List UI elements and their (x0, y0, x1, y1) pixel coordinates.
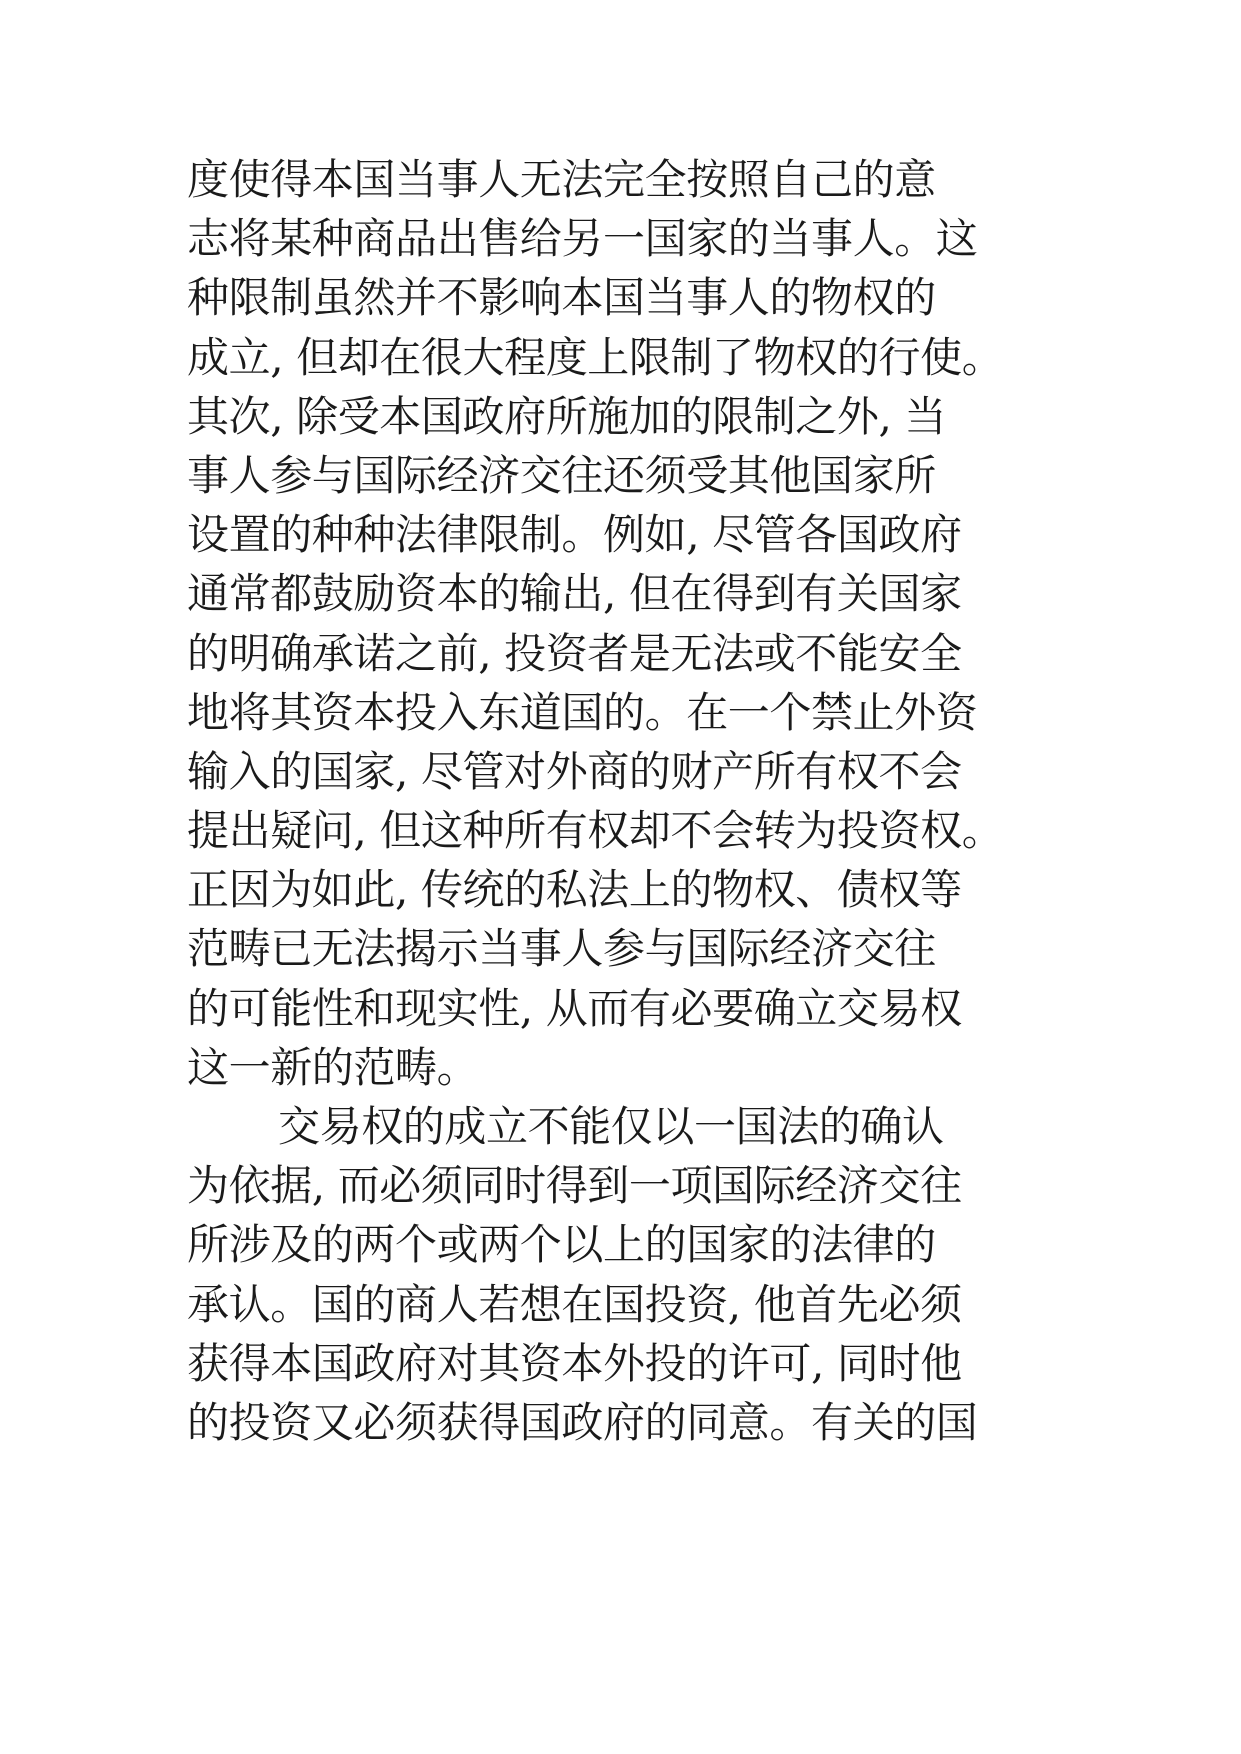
text-line: 这一新的范畴。 (187, 1042, 479, 1092)
text-line: 度使得本国当事人无法完全按照自己的意 (187, 155, 936, 204)
text-line: 地将其资本投入东道国的。在一个禁止外资 (187, 687, 978, 737)
text-line: 通常都鼓励资本的输出, 但在得到有关国家 (187, 569, 962, 619)
text-line: 的明确承诺之前, 投资者是无法或不能安全 (187, 628, 962, 678)
text-line: 获得本国政府对其资本外投的许可, 同时他 (187, 1338, 962, 1388)
text-line: 成立, 但却在很大程度上限制了物权的行使。 (187, 332, 1004, 382)
text-line: 所涉及的两个或两个以上的国家的法律的 (187, 1220, 936, 1270)
text-line: 事人参与国际经济交往还须受其他国家所 (187, 450, 936, 500)
text-line: 设置的种种法律限制。例如, 尽管各国政府 (187, 510, 962, 560)
text-line: 承认。国的商人若想在国投资, 他首先必须 (187, 1279, 962, 1329)
paragraph-start-line: 交易权的成立不能仅以一国法的确认 (278, 1102, 944, 1151)
text-line: 种限制虽然并不影响本国当事人的物权的 (187, 273, 936, 323)
text-line: 范畴已无法揭示当事人参与国际经济交往 (187, 924, 936, 974)
text-line: 正因为如此, 传统的私法上的物权、债权等 (187, 865, 962, 915)
text-line: 的可能性和现实性, 从而有必要确立交易权 (187, 983, 962, 1033)
text-line: 的投资又必须获得国政府的同意。有关的国 (187, 1397, 978, 1447)
body-text (187, 150, 1147, 1452)
text-line: 输入的国家, 尽管对外商的财产所有权不会 (187, 746, 962, 796)
text-line: 志将某种商品出售给另一国家的当事人。这 (187, 214, 978, 264)
text-line: 提出疑问, 但这种所有权却不会转为投资权。 (187, 806, 1004, 856)
text-line: 为依据, 而必须同时得到一项国际经济交往 (187, 1161, 962, 1211)
text-line: 其次, 除受本国政府所施加的限制之外, 当 (187, 391, 947, 441)
